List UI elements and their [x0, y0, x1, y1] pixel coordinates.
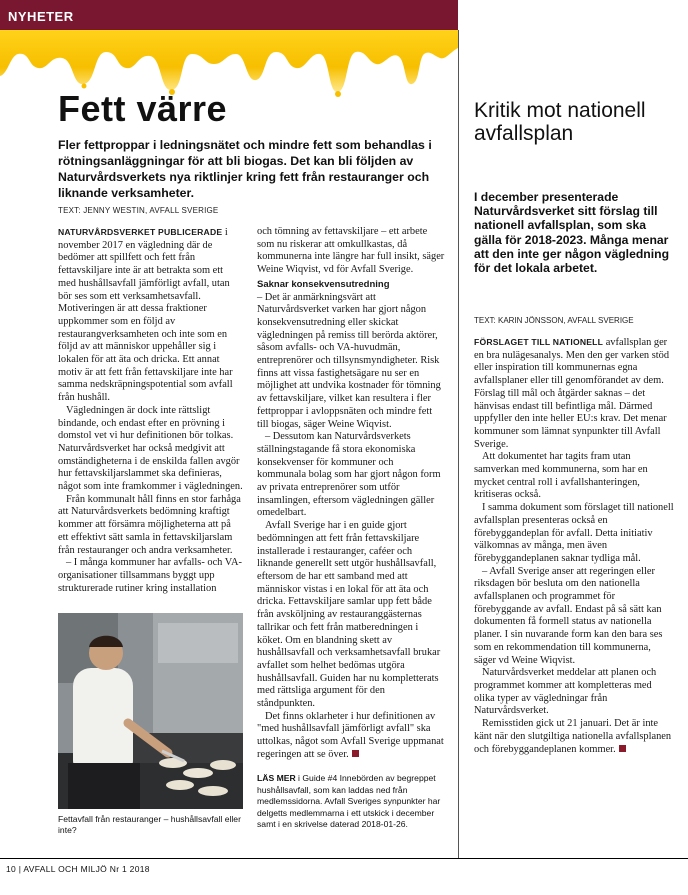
- paragraph: I samma dokument som förslaget till nationell avfallsplan presenteras också en förebyggandeplan för avfall. Detta initiativ välkomnas av många, men även förebyggandeplanen saknar tydliga mål.: [474, 502, 674, 564]
- paragraph: [474, 718, 674, 756]
- column-divider: [458, 30, 459, 858]
- paragraph: – Avfall Sverige anser att regeringen eller riksdagen bör besluta om den nationella avfallsplanen och programmet för förebyggande av avfall. Endast på så sätt kan dokumenten få formell status av nationella planer. I sin nuvarande form kan den bara ses som en rekommendation till kommunerna, säger vd Weine Wiqvist.: [474, 565, 663, 666]
- read-more-box: [257, 773, 445, 831]
- paragraph-text: Det finns oklarheter i hur definitionen av "med hushållsavfall jämförligt avfall" ska uttolkas, något som Avfall Sverige uppmanat regeringen att se över.: [257, 710, 444, 760]
- paragraph: – Det är anmärkningsvärt att Naturvårdsverket varken har gjort någon konsekvensutredning eller skickat vägledningen på remiss till berörda aktörer, såsom avfalls- och VA-huvudmän, entreprenörer och tillsynsmyndigheter. Risk finns att vissa fastighetsägare nu ser en möjlighet att undvika kostnader för tömning av fettavskiljare, vilket kan resultera i fler fettproppar i avloppsnäten och mindre fett till biogas, säger Weine Wiqvist.: [257, 291, 441, 430]
- section-label: NYHETER: [8, 9, 74, 24]
- paragraph-text: avfallsplan ger en bra nulägesanalys. Men den ger varken stöd eller inspiration till kommunernas egna avfallsplaner eller till genomförandet av dem. Förslag till mål och åtgärder saknas – det hänvisas endast till befintliga mål. Därmed uppfyller den inte heller EU:s krav. Det menar kommuner som lämnat synpunkter till Avfall Sverige.: [474, 337, 670, 450]
- paragraph-text: i november 2017 en vägledning där de bedömer att spillfett och fett från fettavskiljare inte är att betrakta som ett med hushållsavfall jämförligt avfall, utan bör ses som ett verksamhetsavfall. Motiveringen är att dessa fraktioner uppkommer som en följd av restaurangverksamheten och inte som en följd av att människor uppehåller sig i lokalen för att äta och dricka. Ett annat motiv är att fett från fettavskiljare inte har samma nedskräpningspotential som avfall från hushåll.: [58, 227, 233, 404]
- paragraph: Vägledningen är dock inte rättsligt bindande, och endast efter en prövning i domstol vet vi hur definitionen bör tolkas. Naturvårdsverket har också medgivit att omständigheterna i de enskilda fallen avgör hur fettavskiljarslammet ska definieras, något som inte framkommer i vägledningen.: [58, 404, 243, 493]
- paragraph: Att dokumentet har tagits fram utan samverkan med kommunerna, som har en mycket central roll i avfallshanteringen, kritiseras också.: [474, 451, 648, 501]
- paragraph: Naturvårdsverket meddelar att planen och programmet kommer att kompletteras med olika typer av vägledningar från Naturvårdsverket.: [474, 667, 657, 717]
- end-of-article-mark: [352, 750, 359, 757]
- read-more-text: i Guide #4 Innebörden av begreppet hushållsavfall, som kan laddas ned från medlemssidorna. Avfall Sveriges synpunkter har delgetts medlemmarna i ett utskick i december samt i en skrivelse daterad 2018-01-26.: [257, 773, 441, 829]
- sidebar-title: Kritik mot nationell avfallsplan: [474, 99, 646, 145]
- subheading: Saknar konsekvensutredning: [257, 278, 390, 290]
- paragraph: och tömning av fettavskiljare – ett arbete som nu riskerar att omkullkastas, då kommunerna inte längre har full insikt, säger Weine Wiqvist, vd för Avfall Sverige.: [257, 226, 445, 276]
- paragraph: [58, 226, 243, 405]
- section-bar: [0, 0, 458, 30]
- page-footer: 10 | AVFALL OCH MILJÖ Nr 1 2018: [6, 864, 150, 874]
- article-column-2: [257, 226, 445, 762]
- sidebar-byline: TEXT: KARIN JÖNSSON, AVFALL SVERIGE: [474, 316, 634, 325]
- photo-caption: Fettavfall från restauranger – hushållsavfall eller inte?: [58, 814, 241, 835]
- paragraph: [257, 711, 445, 762]
- lead-in-caps: FÖRSLAGET TILL NATIONELL: [474, 337, 604, 347]
- end-of-article-mark: [619, 745, 626, 752]
- sidebar-column: [474, 336, 674, 756]
- lead-in-caps: NATURVÅRDSVERKET PUBLICERADE: [58, 227, 223, 237]
- sidebar-lead: I december presenterade Naturvårdsverket sitt förslag till nationell avfallsplan, som ska gälla för 2018-2023. Många menar att den inte ger någon vägledning för det lokala arbetet.: [474, 190, 670, 276]
- chef-cooking-image: [58, 613, 243, 809]
- article-byline: TEXT: JENNY WESTIN, AVFALL SVERIGE: [58, 206, 219, 215]
- footer-rule: [0, 858, 688, 859]
- paragraph: Avfall Sverige har i en guide gjort bedömningen att fett från fettavskiljare installerade i restauranger, caféer och liknande generellt sett utgör hushållsavfall, eftersom de har ett samband med att människor vistas i en lokal för att äta och dricka. Fettavskiljare samlar upp fett både från avsköljning av restauranggästernas tallrikar och fett från matberedningen i köket. Om en blandning skett av hushållsavfall och verksamhetsavfall brukar avfallet som helhet bedömas utgöra hushållsavfall. Guiden har nu kompletterats med rättsliga argument för den ståndpunkten.: [257, 520, 441, 710]
- paragraph: [474, 336, 674, 451]
- paragraph: – I många kommuner har avfalls- och VA-organisationer tillsammans byggt upp strukturerade rutiner kring installation: [58, 557, 242, 594]
- article-title: Fett värre: [58, 88, 228, 129]
- article-lead: Fler fettproppar i ledningsnätet och mindre fett som behandlas i rötningsanläggningar för att bli biogas. Det kan bli följden av Naturvårdsverkets nya riktlinjer kring fett från restauranger och liknande verksamheter.: [58, 138, 432, 200]
- paragraph: Från kommunalt håll finns en stor farhåga att Naturvårdsverkets bedömning kraftigt kommer att försämra möjligheterna att på ett effektivt sätt samla in fettavskiljarslam från restauranger och andra verksamheter.: [58, 493, 241, 556]
- paragraph-text: Remisstiden gick ut 21 januari. Det är inte känt när den slutgiltiga nationella avfallsplanen och förebyggandeplanen kommer.: [474, 718, 672, 755]
- article-column-1: [58, 226, 243, 595]
- paragraph: – Dessutom kan Naturvårdsverkets ställningstagande få stora ekonomiska konsekvenser för kommuner och kommunala bolag som har gjort någon form av privata entreprenörer som utför insamlingen, eftersom vägledningen gäller omedelbart.: [257, 431, 441, 519]
- read-more-label: LÄS MER: [257, 773, 296, 783]
- kitchen-photo: [58, 613, 243, 809]
